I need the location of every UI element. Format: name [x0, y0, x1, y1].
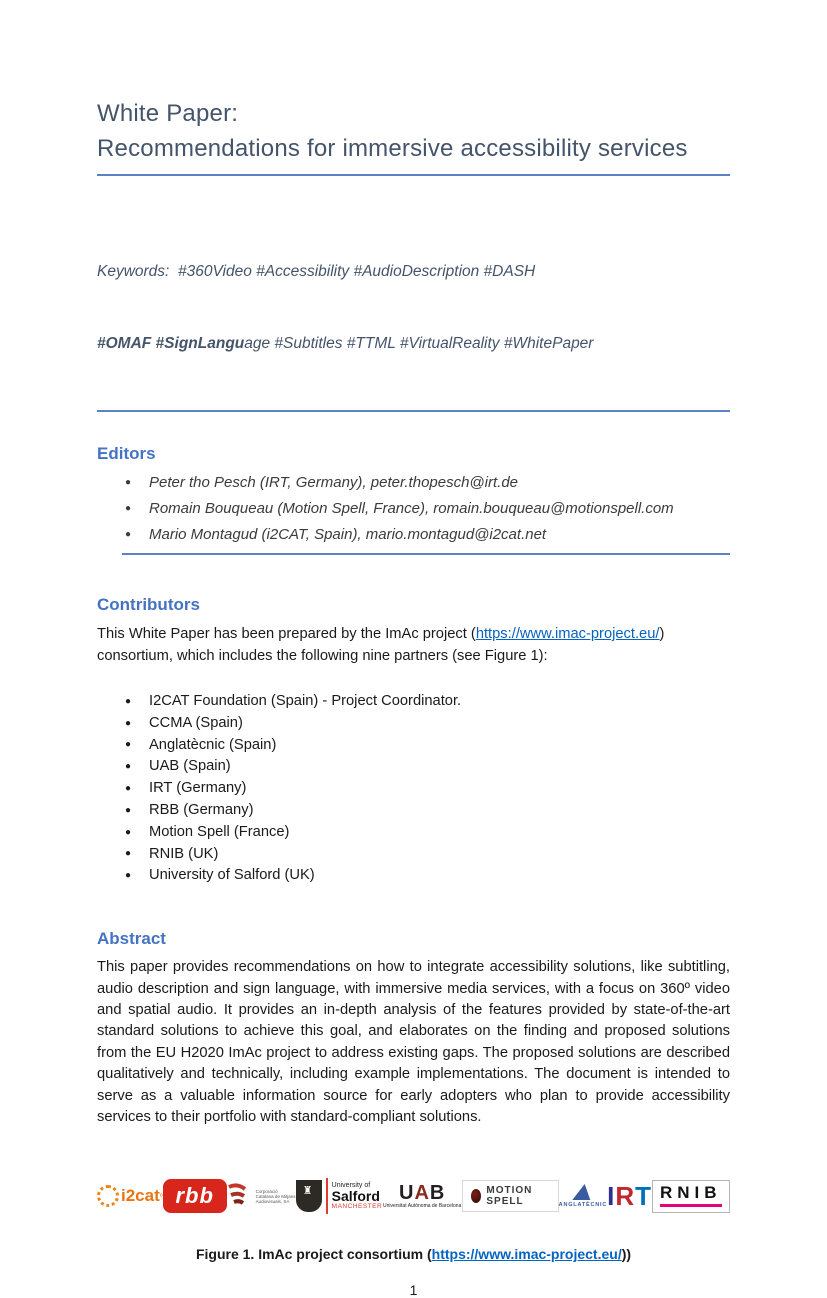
abstract-text: This paper provides recommendations on how to integrate accessibility solutions, like subtitling, audio description and sign language, with immersive media services, with a focus on 360º video and spatial audio. It provides an in-depth analysis of the features provided by state-of-the-art standard solutions to achieve this goal, and elaborates on the finding and proposed solutions from the EU H2020 ImAc project to address existing gaps. The proposed solutions are described qualitatively and technically, including example implementations. The document is intended to serve as a valuable information source for early adopters who plan to provide accessibility services to their portfolio with standard-compliant solutions. — [97, 959, 730, 1126]
salford-crest-icon — [296, 1180, 322, 1212]
editor-item: ● Romain Bouqueau (Motion Spell, France), romain.bouqueau@motionspell.com — [97, 496, 730, 522]
uab-logo-mark — [399, 1183, 445, 1203]
salford-text-line3: MANCHESTER — [331, 1203, 383, 1211]
partner-item: ● Anglatècnic (Spain) — [97, 735, 730, 757]
rnib-logo — [652, 1180, 730, 1213]
rbb-logo — [163, 1179, 227, 1213]
motion-spell-logo-text: MOTION SPELL — [486, 1185, 533, 1208]
editor-item: ● Peter tho Pesch (IRT, Germany), peter.thopesch@irt.de — [97, 470, 730, 496]
irt-logo-mark — [607, 1181, 652, 1212]
i2cat-logo — [97, 1185, 163, 1207]
contributors-intro — [97, 623, 730, 667]
partner-item: ● UAB (Spain) — [97, 756, 730, 778]
rnib-logo-text: RNIB — [660, 1183, 722, 1203]
partner-item: ● RNIB (UK) — [97, 844, 730, 866]
ccma-logo-text: Corporació Catalana de Mitjans Audiovisuals, SA — [255, 1188, 296, 1204]
uab-letter-a: A — [414, 1182, 430, 1205]
page-number: 1 — [409, 1282, 418, 1298]
title-line2: Recommendations for immersive accessibility services — [97, 135, 688, 162]
partner-item: ● I2CAT Foundation (Spain) - Project Coordinator. — [97, 691, 730, 713]
partner-item: ● University of Salford (UK) — [97, 865, 730, 887]
document-page — [0, 96, 827, 1298]
partner-item: ● CCMA (Spain) — [97, 713, 730, 735]
salford-text-line2: Salford — [331, 1188, 380, 1205]
ccma-arcs-icon — [227, 1181, 253, 1211]
title-line1: White Paper: — [97, 100, 239, 127]
consortium-logo-strip — [97, 1172, 730, 1220]
keywords-rule — [97, 410, 730, 412]
anglatecnic-logo-text: ANGLATÈCNIC — [558, 1202, 608, 1209]
salford-divider — [326, 1178, 328, 1214]
page-title — [97, 96, 730, 166]
intro-prefix: This White Paper has been prepared by the ImAc project ( — [97, 626, 476, 642]
uab-letter-u: U — [399, 1182, 415, 1205]
keywords-block — [97, 212, 730, 404]
i2cat-logo-text: i2cat — [121, 1186, 160, 1206]
intro-suffix: ) — [659, 626, 665, 642]
partners-list — [97, 691, 730, 887]
uab-logo-subtext: Universitat Autònoma de Barcelona — [382, 1203, 462, 1210]
i2cat-logo-sup: º — [159, 1191, 163, 1201]
irt-letter-t: T — [635, 1181, 652, 1212]
title-rule — [97, 174, 730, 176]
keywords-line1: Keywords: #360Video #Accessibility #AudioDescription #DASH — [97, 263, 536, 280]
salford-logo — [296, 1178, 383, 1214]
irt-letter-i: I — [607, 1181, 616, 1212]
keywords-rest-segment: age #Subtitles #TTML #VirtualReality #WhitePaper — [244, 335, 594, 352]
irt-logo — [607, 1181, 652, 1212]
editor-item: ● Mario Montagud (i2CAT, Spain), mario.montagud@i2cat.net — [97, 522, 730, 548]
uab-logo — [382, 1183, 462, 1209]
intro-line2: consortium, which includes the following nine partners (see Figure 1): — [97, 648, 548, 664]
anglatecnic-sail-icon — [572, 1184, 593, 1200]
motion-spell-sphere-icon — [471, 1189, 481, 1203]
caption-suffix: )) — [621, 1246, 632, 1263]
anglatecnic-logo — [559, 1184, 607, 1208]
contributors-heading: Contributors — [97, 595, 200, 614]
rbb-logo-text: rbb — [163, 1179, 227, 1213]
keywords-bold-segment: #OMAF #SignLangu — [97, 335, 245, 352]
editors-heading: Editors — [97, 444, 156, 463]
rnib-magenta-bar — [660, 1204, 722, 1207]
partner-item: ● IRT (Germany) — [97, 778, 730, 800]
irt-letter-r: R — [615, 1181, 636, 1212]
figure-imac-project-link[interactable]: https://www.imac-project.eu/ — [431, 1246, 622, 1263]
ccma-logo — [227, 1181, 296, 1211]
caption-prefix: Figure 1. ImAc project consortium ( — [195, 1246, 432, 1263]
uab-letter-b: B — [429, 1182, 446, 1205]
partner-item: ● Motion Spell (France) — [97, 822, 730, 844]
partner-item: ● RBB (Germany) — [97, 800, 730, 822]
i2cat-ring-icon — [97, 1185, 119, 1207]
figure-caption — [97, 1246, 730, 1262]
editors-rule — [122, 553, 730, 555]
keywords-line2 — [97, 332, 730, 356]
salford-text-line1: University of — [331, 1182, 371, 1190]
imac-project-link[interactable]: https://www.imac-project.eu/ — [475, 626, 660, 642]
abstract-heading: Abstract — [97, 929, 166, 949]
editors-list — [97, 470, 730, 548]
motion-spell-logo — [462, 1180, 558, 1212]
